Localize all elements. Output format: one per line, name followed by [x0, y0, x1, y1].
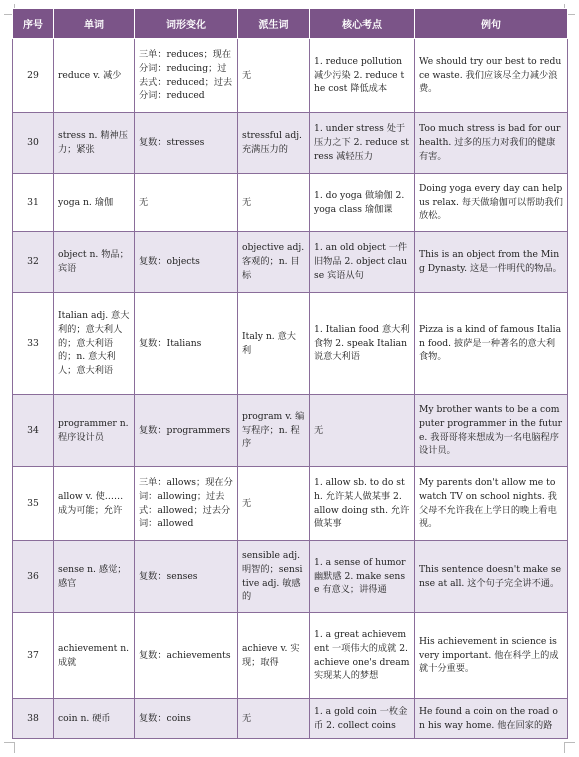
row-example: My brother wants to be a computer programmer in the future. 我哥哥将来想成为一名电脑程序设计员。 [415, 395, 568, 467]
row-key-points: 1. under stress 处于压力之下 2. reduce stress 减轻压力 [310, 113, 415, 174]
row-key-points: 无 [310, 395, 415, 467]
row-num: 33 [13, 293, 54, 395]
row-word: stress n. 精神压力；紧张 [54, 113, 135, 174]
table-row [13, 113, 568, 174]
row-forms: 无 [135, 174, 238, 232]
row-derived: stressful adj. 充满压力的 [238, 113, 310, 174]
row-key-points: 1. reduce pollution 减少污染 2. reduce the cost 降低成本 [310, 39, 415, 113]
table-row [13, 174, 568, 232]
row-example: This is an object from the Ming Dynasty. 这是一件明代的物品。 [415, 232, 568, 293]
row-forms: 复数：coins [135, 699, 238, 739]
row-derived: program v. 编写程序；n. 程序 [238, 395, 310, 467]
row-example: My parents don't allow me to watch TV on school nights. 我父母不允许我在上学日的晚上看电视。 [415, 467, 568, 541]
row-num: 38 [13, 699, 54, 739]
row-num: 36 [13, 541, 54, 613]
row-forms: 复数：achievements [135, 613, 238, 699]
row-num: 30 [13, 113, 54, 174]
row-derived: achieve v. 实现；取得 [238, 613, 310, 699]
table-row [13, 293, 568, 395]
row-forms: 三单：reduces；现在分词：reducing；过去式：reduced；过去分词：reduced [135, 39, 238, 113]
page-corner-mark [564, 742, 575, 753]
row-forms: 复数：senses [135, 541, 238, 613]
row-num: 32 [13, 232, 54, 293]
row-word: object n. 物品；宾语 [54, 232, 135, 293]
row-key-points: 1. an old object 一件旧物品 2. object clause 宾语从句 [310, 232, 415, 293]
row-num: 34 [13, 395, 54, 467]
row-derived: 无 [238, 39, 310, 113]
table-header-row [13, 9, 568, 39]
row-forms: 三单：allows；现在分词：allowing；过去式：allowed；过去分词：allowed [135, 467, 238, 541]
table-row [13, 613, 568, 699]
row-key-points: 1. allow sb. to do sth. 允许某人做某事 2. allow doing sth. 允许做某事 [310, 467, 415, 541]
page-corner-mark [4, 742, 15, 753]
row-word: reduce v. 减少 [54, 39, 135, 113]
table-row [13, 39, 568, 113]
row-derived: 无 [238, 174, 310, 232]
table-row [13, 541, 568, 613]
table-row [13, 232, 568, 293]
row-key-points: 1. a great achievement 一项伟大的成就 2. achieve one's dream 实现某人的梦想 [310, 613, 415, 699]
row-derived: 无 [238, 699, 310, 739]
row-forms: 复数：Italians [135, 293, 238, 395]
header-example: 例句 [415, 9, 568, 39]
row-key-points: 1. do yoga 做瑜伽 2. yoga class 瑜伽课 [310, 174, 415, 232]
row-forms: 复数：programmers [135, 395, 238, 467]
row-word: programmer n. 程序设计员 [54, 395, 135, 467]
header-forms: 词形变化 [135, 9, 238, 39]
row-key-points: 1. a gold coin 一枚金币 2. collect coins [310, 699, 415, 739]
row-derived: Italy n. 意大利 [238, 293, 310, 395]
row-word: allow v. 使……成为可能；允许 [54, 467, 135, 541]
table-row [13, 395, 568, 467]
row-num: 31 [13, 174, 54, 232]
row-word: Italian adj. 意大利的；意大利人的；意大利语的；n. 意大利人；意大利语 [54, 293, 135, 395]
row-example: We should try our best to reduce waste. 我们应该尽全力减少浪费。 [415, 39, 568, 113]
row-example: Pizza is a kind of famous Italian food. 披萨是一种著名的意大利食物。 [415, 293, 568, 395]
header-key-points: 核心考点 [310, 9, 415, 39]
row-example: This sentence doesn't make sense at all. 这个句子完全讲不通。 [415, 541, 568, 613]
vocabulary-table [12, 8, 568, 739]
row-word: sense n. 感觉；感官 [54, 541, 135, 613]
row-example: Too much stress is bad for our health. 过多的压力对我们的健康有害。 [415, 113, 568, 174]
header-word: 单词 [54, 9, 135, 39]
row-num: 37 [13, 613, 54, 699]
row-example: He found a coin on the road on his way home. 他在回家的路 [415, 699, 568, 739]
header-derived: 派生词 [238, 9, 310, 39]
row-example: His achievement in science is very important. 他在科学上的成就十分重要。 [415, 613, 568, 699]
row-word: achievement n. 成就 [54, 613, 135, 699]
row-derived: 无 [238, 467, 310, 541]
row-word: coin n. 硬币 [54, 699, 135, 739]
header-num: 序号 [13, 9, 54, 39]
row-derived: objective adj. 客观的；n. 目标 [238, 232, 310, 293]
row-num: 29 [13, 39, 54, 113]
row-forms: 复数：objects [135, 232, 238, 293]
row-example: Doing yoga every day can help us relax. 每天做瑜伽可以帮助我们放松。 [415, 174, 568, 232]
table-row [13, 467, 568, 541]
row-key-points: 1. Italian food 意大利食物 2. speak Italian 说意大利语 [310, 293, 415, 395]
row-num: 35 [13, 467, 54, 541]
row-key-points: 1. a sense of humor 幽默感 2. make sense 有意义；讲得通 [310, 541, 415, 613]
row-forms: 复数：stresses [135, 113, 238, 174]
row-word: yoga n. 瑜伽 [54, 174, 135, 232]
table-row [13, 699, 568, 739]
row-derived: sensible adj. 明智的；sensitive adj. 敏感的 [238, 541, 310, 613]
